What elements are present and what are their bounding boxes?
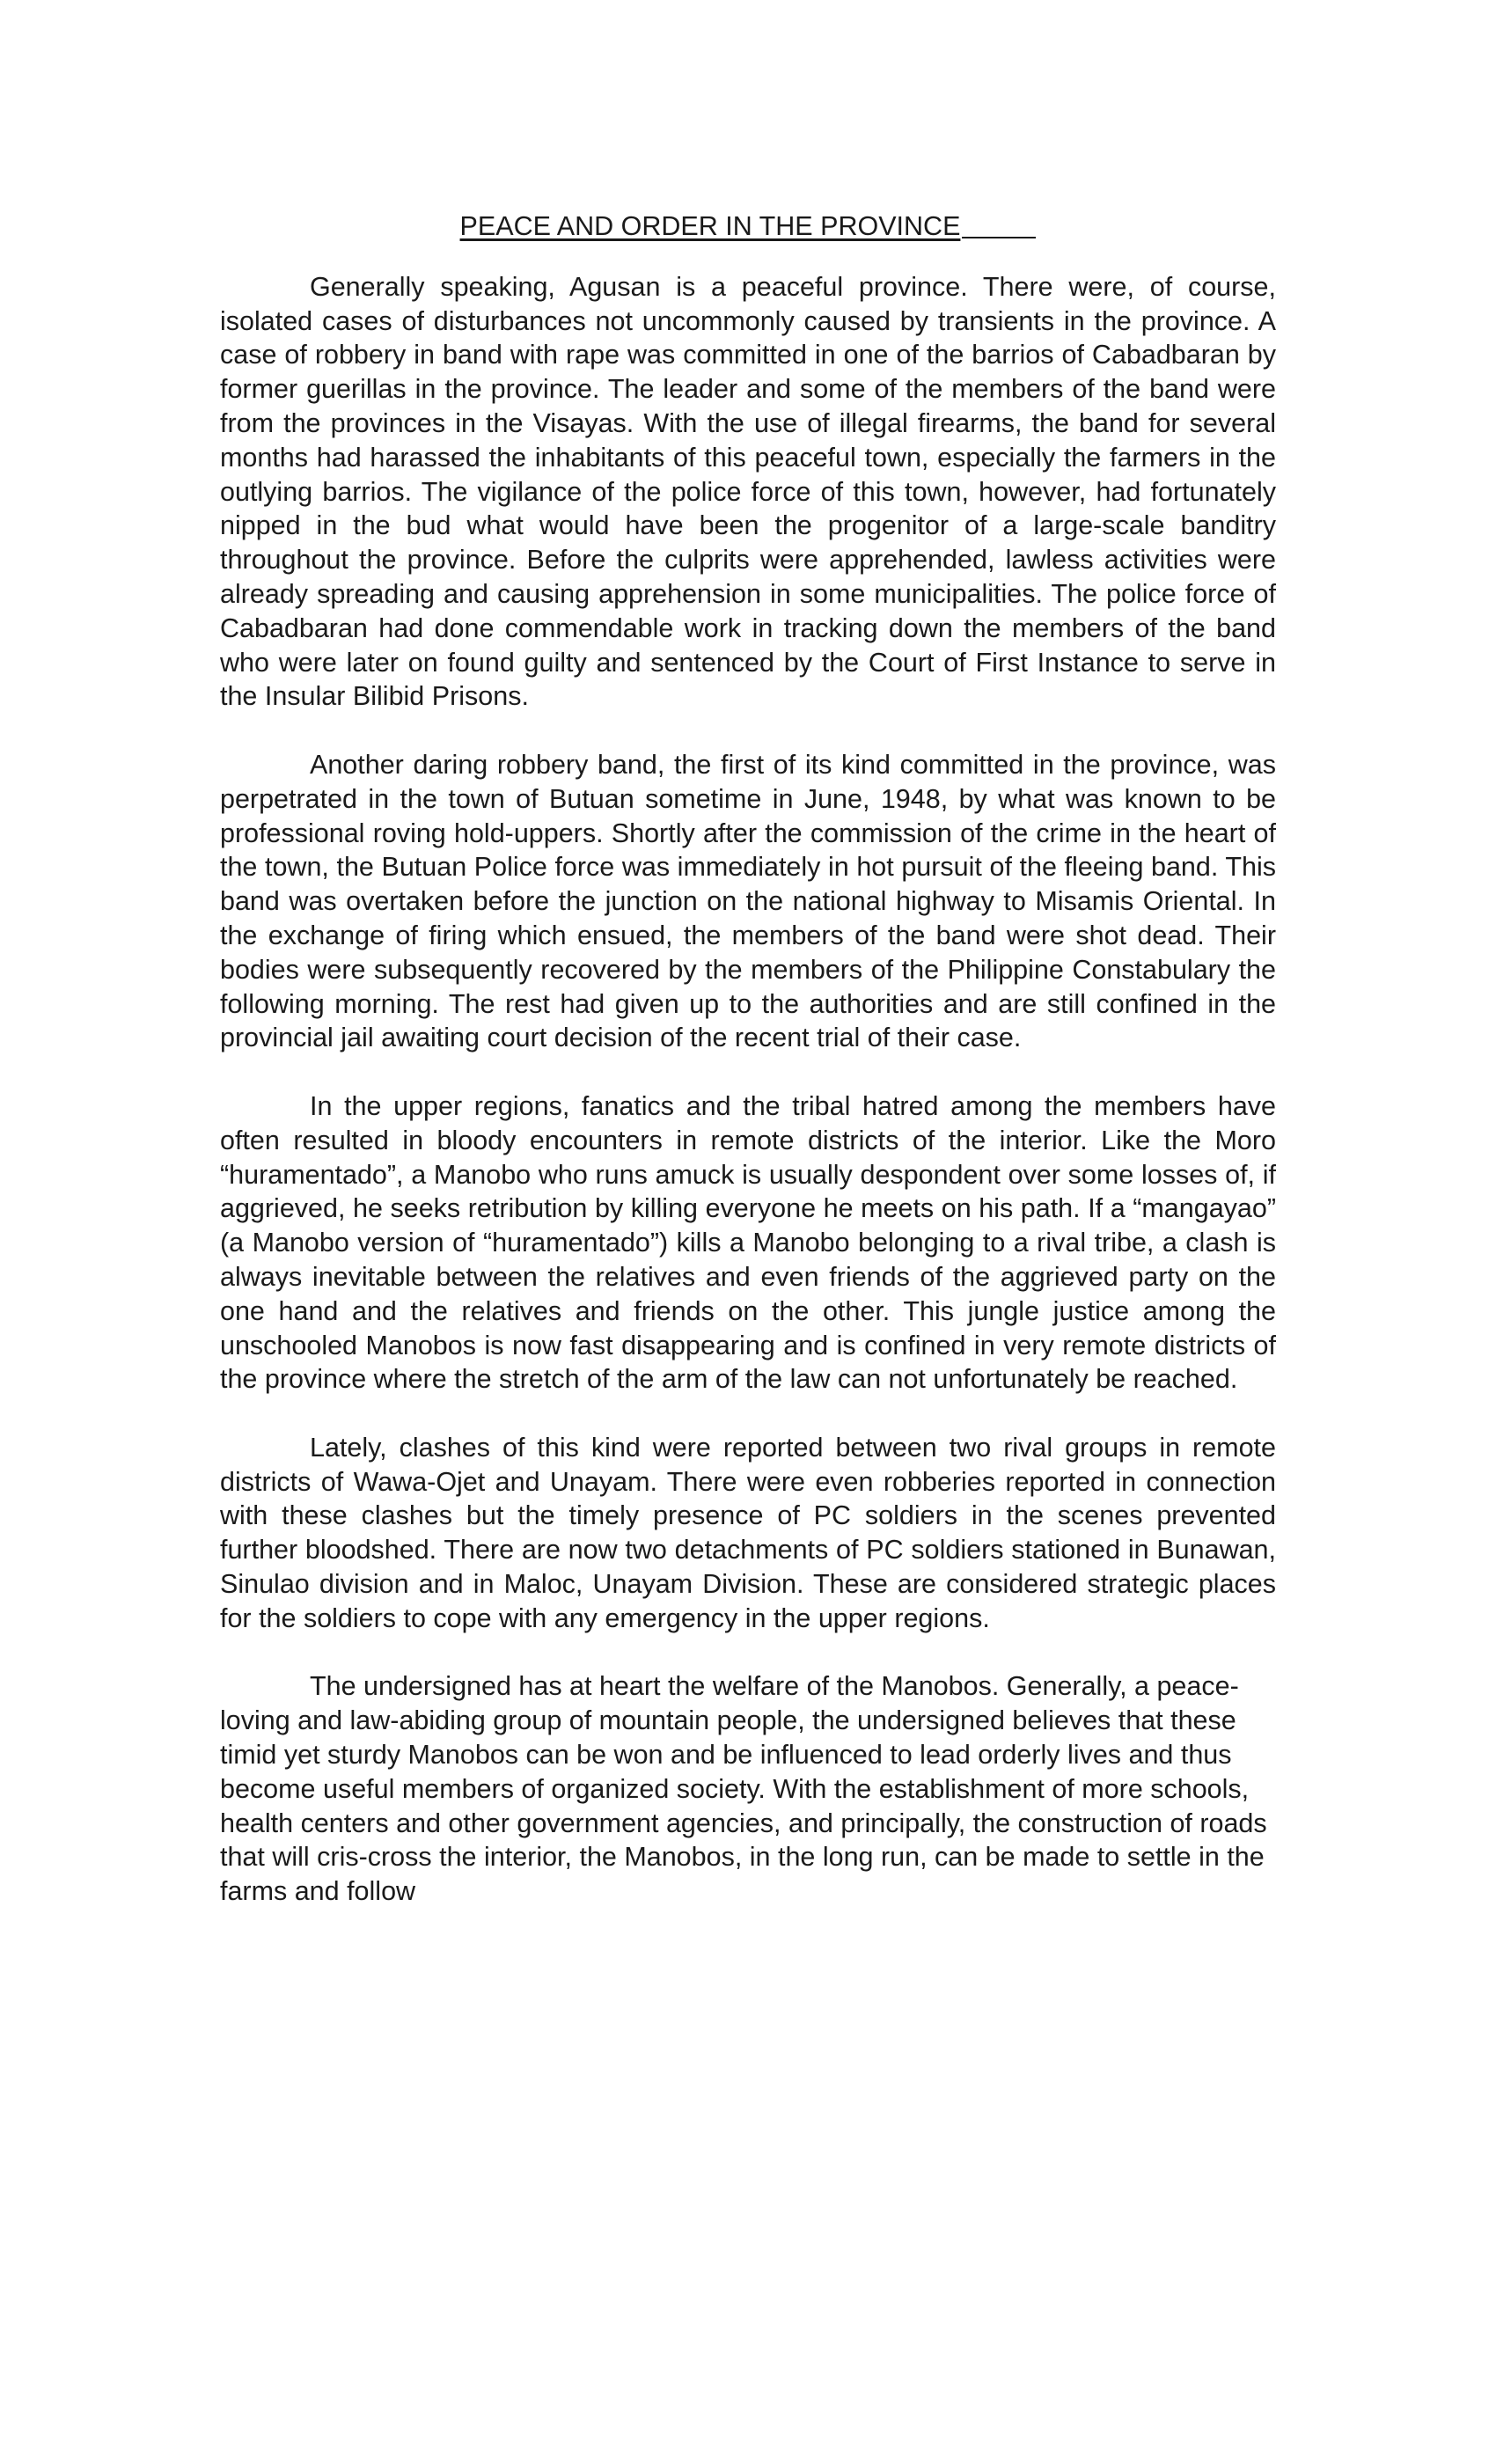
page-title-text: PEACE AND ORDER IN THE PROVINCE (459, 211, 961, 241)
paragraph-1: Generally speaking, Agusan is a peaceful province. There were, of course, isolated cases of disturbances not uncommonly caused by transients in the province. A case of robbery in band with rape was committed in one of the barrios of Cabadbaran by former guerillas in the province. The leader and some of the members of the band were from the provinces in the Visayas. With the use of illegal firearms, the band for several months had harassed the inhabitants of this peaceful town, especially the farmers in the outlying barrios. The vigilance of the police force of this town, however, had fortunately nipped in the bud what would have been the progenitor of a large-scale banditry throughout the province. Before the culprits were apprehended, lawless activities were already spreading and causing apprehension in some municipalities. The police force of Cabadbaran had done commendable work in tracking down the members of the band who were later on found guilty and sentenced by the Court of First Instance to serve in the Insular Bilibid Prisons. (220, 271, 1276, 712)
page-title (220, 209, 1276, 244)
paragraph-4: Lately, clashes of this kind were reported between two rival groups in remote districts of Wawa-Ojet and Unayam. There were even robberies reported in connection with these clashes but the timely presence of PC soldiers in the scenes prevented further bloodshed. There are now two detachments of PC soldiers stationed in Bunawan, Sinulao division and in Maloc, Unayam Division. These are considered strategic places for the soldiers to cope with any emergency in the upper regions. (220, 1432, 1276, 1633)
paragraph-5: The undersigned has at heart the welfare of the Manobos. Generally, a peace-loving and law-abiding group of mountain people, the undersigned believes that these timid yet sturdy Manobos can be won and be influenced to lead orderly lives and thus become useful members of organized society. With the establishment of more schools, health centers and other government agencies, and principally, the construction of roads that will cris-cross the interior, the Manobos, in the long run, can be made to settle in the farms and follow (220, 1671, 1267, 1907)
paragraph-3: In the upper regions, fanatics and the tribal hatred among the members have often resulted in bloody encounters in remote districts of the interior. Like the Moro “huramentado”, a Manobo who runs amuck is usually despondent over some losses of, if aggrieved, he seeks retribution by killing everyone he meets on his path. If a “mangayao” (a Manobo version of “huramentado”) kills a Manobo belonging to a rival tribe, a clash is always inevitable between the relatives and even friends of the aggrieved party on the one hand and the relatives and friends on the other. This jungle justice among the unschooled Manobos is now fast disappearing and is confined in very remote districts of the province where the stretch of the arm of the law can not unfortunately be reached. (220, 1090, 1276, 1395)
title-underline-tail (962, 236, 1036, 238)
paragraph-2: Another daring robbery band, the first of its kind committed in the province, was perpetrated in the town of Butuan sometime in June, 1948, by what was known to be professional roving hold-uppers. Shortly after the commission of the crime in the heart of the town, the Butuan Police force was immediately in hot pursuit of the fleeing band. This band was overtaken before the junction on the national highway to Misamis Oriental. In the exchange of firing which ensued, the members of the band were shot dead. Their bodies were subsequently recovered by the members of the Philippine Constabulary the following morning. The rest had given up to the authorities and are still confined in the provincial jail awaiting court decision of the recent trial of their case. (220, 749, 1276, 1053)
document-page (220, 209, 1276, 1943)
